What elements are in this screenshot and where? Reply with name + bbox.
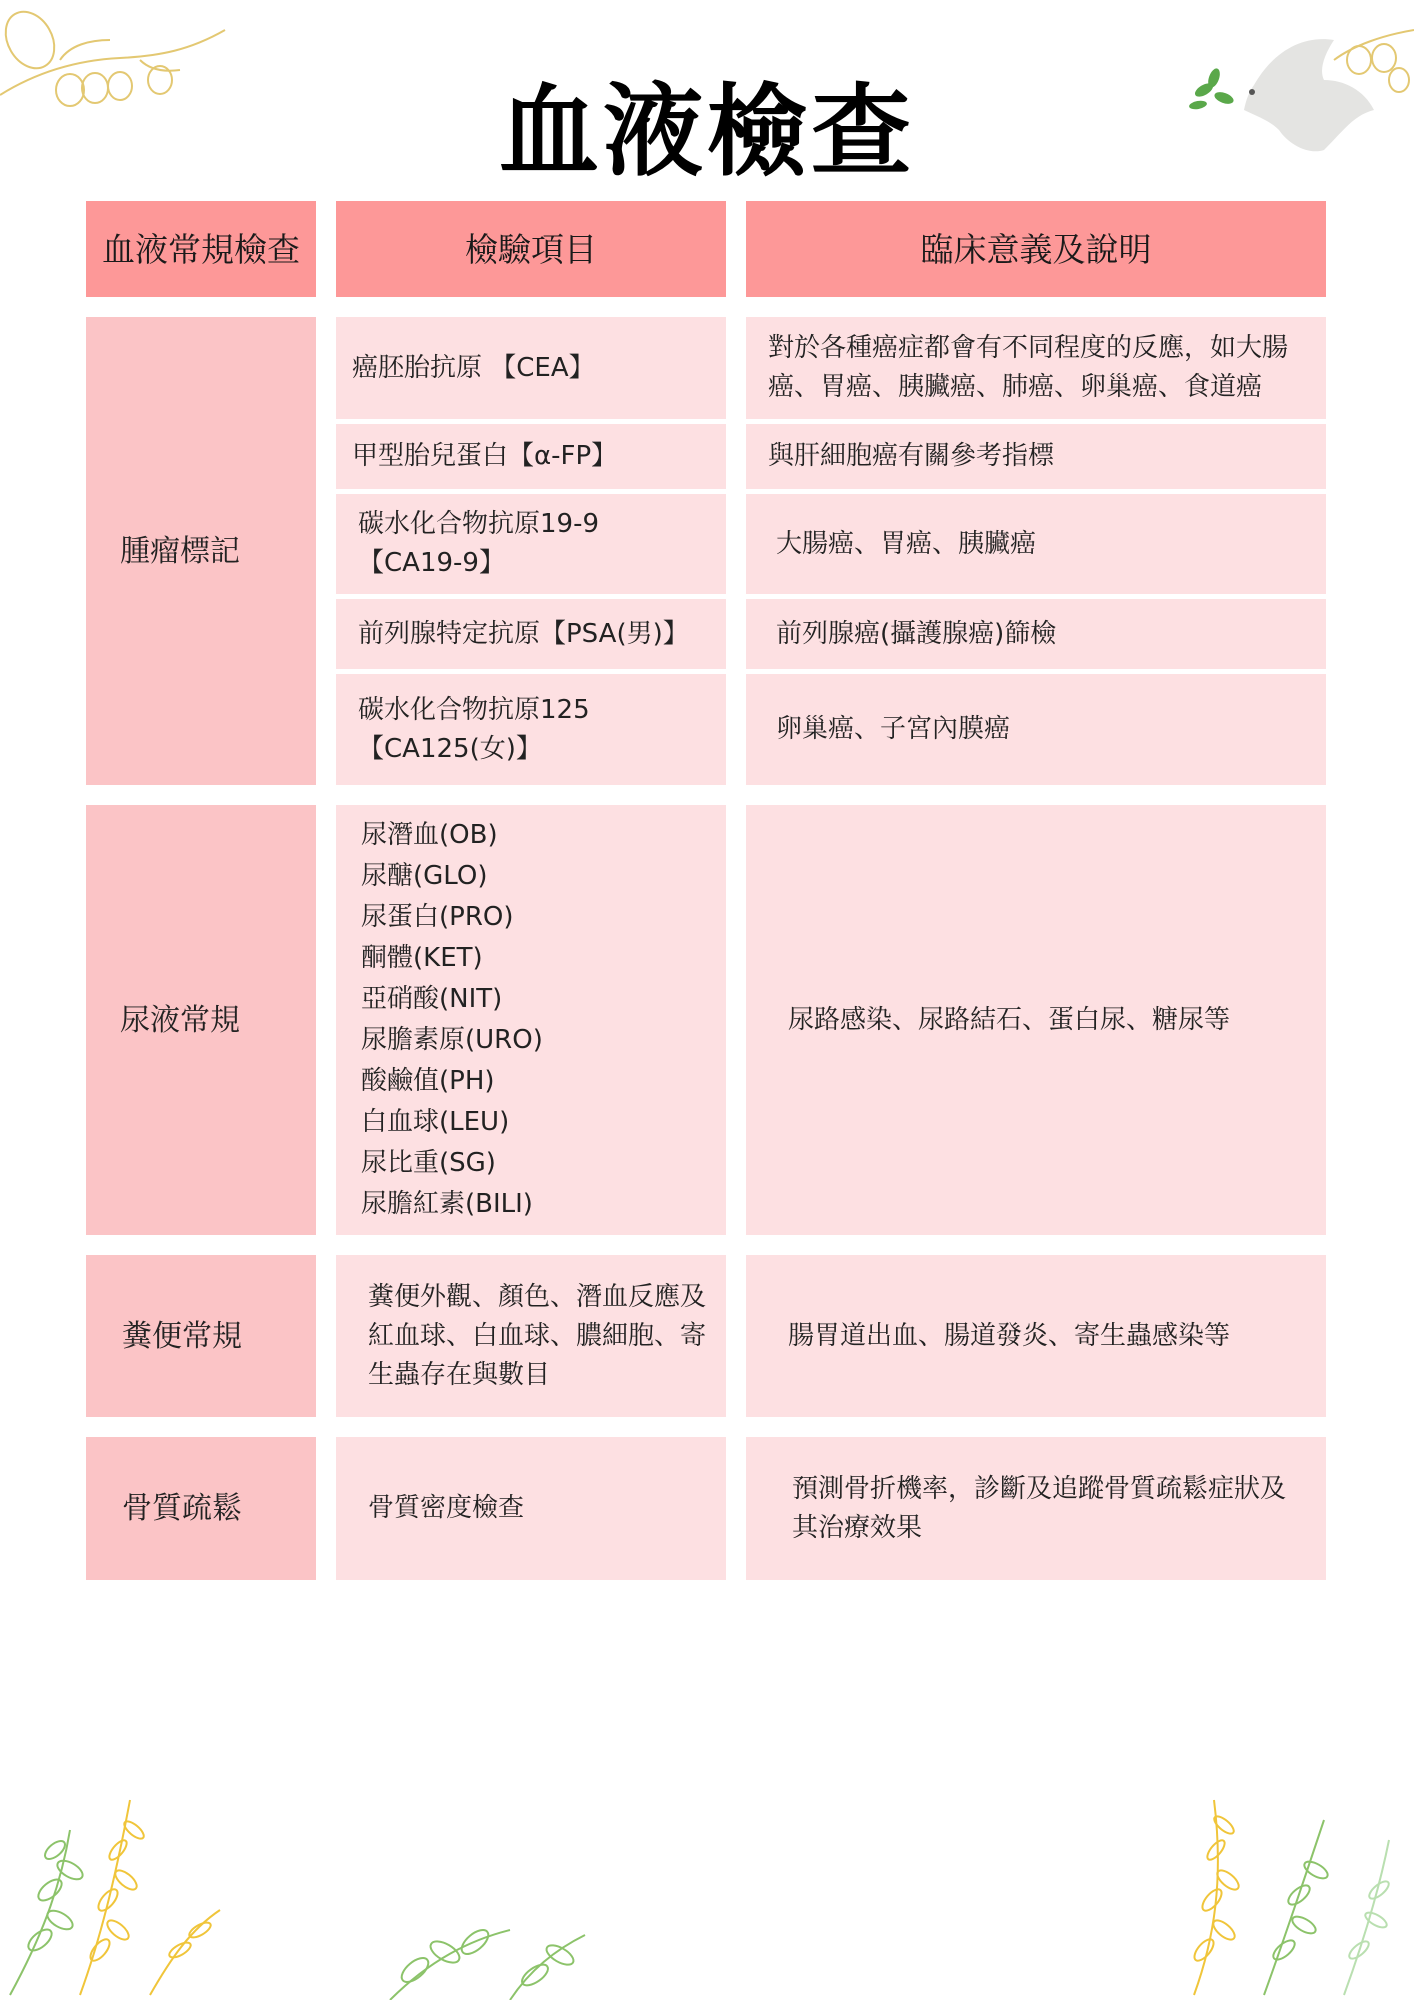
list-item: 尿膽紅素(BILI): [361, 1189, 533, 1219]
category-tumor-markers: 腫瘤標記: [86, 317, 316, 785]
list-item: 尿膽素原(URO): [361, 1025, 543, 1055]
list-item: 尿潛血(OB): [361, 820, 498, 850]
clinical-desc-urine: 尿路感染、尿路結石、蛋白尿、糖尿等: [746, 805, 1326, 1235]
list-item: 尿比重(SG): [361, 1148, 496, 1178]
clinical-desc-afp: 與肝細胞癌有關參考指標: [746, 424, 1326, 489]
clinical-desc-psa: 前列腺癌(攝護腺癌)篩檢: [746, 599, 1326, 669]
list-item: 尿蛋白(PRO): [361, 902, 514, 932]
test-item-psa: 前列腺特定抗原【PSA(男)】: [336, 599, 726, 669]
fern-icon: [1154, 1740, 1414, 2000]
list-item: 酸鹼值(PH): [361, 1066, 495, 1096]
test-item-bone-density: 骨質密度檢查: [336, 1437, 726, 1580]
list-item: 亞硝酸(NIT): [361, 984, 503, 1014]
test-item-ca19-9: 碳水化合物抗原19-9 【CA19-9】: [336, 494, 726, 594]
category-stool-routine: 糞便常規: [86, 1255, 316, 1417]
test-item-ca125: 碳水化合物抗原125 【CA125(女)】: [336, 674, 726, 785]
clinical-desc-cea: 對於各種癌症都會有不同程度的反應，如大腸 癌、胃癌、胰臟癌、肺癌、卵巢癌、食道癌: [746, 317, 1326, 419]
clinical-desc-stool: 腸胃道出血、腸道發炎、寄生蟲感染等: [746, 1255, 1326, 1417]
header-clinical-meaning: 臨床意義及說明: [746, 201, 1326, 297]
test-item-cea: 癌胚胎抗原 【CEA】: [336, 317, 726, 419]
test-item-urine-list: [336, 805, 726, 1235]
header-category: 血液常規檢查: [86, 201, 316, 297]
test-item-afp: 甲型胎兒蛋白【α-FP】: [336, 424, 726, 489]
clinical-desc-ca19-9: 大腸癌、胃癌、胰臟癌: [746, 494, 1326, 594]
clinical-desc-ca125: 卵巢癌、子宮內膜癌: [746, 674, 1326, 785]
clinical-desc-bone: 預測骨折機率，診斷及追蹤骨質疏鬆症狀及 其治療效果: [746, 1437, 1326, 1580]
header-test-items: 檢驗項目: [336, 201, 726, 297]
category-urine-routine: 尿液常規: [86, 805, 316, 1235]
list-item: 白血球(LEU): [361, 1107, 510, 1137]
page-title: 血液檢查: [499, 73, 915, 190]
category-osteoporosis: 骨質疏鬆: [86, 1437, 316, 1580]
list-item: 酮體(KET): [361, 943, 483, 973]
test-item-stool: 糞便外觀、顏色、潛血反應及 紅血球、白血球、膿細胞、寄 生蟲存在與數目: [336, 1255, 726, 1417]
fern-icon: [0, 1740, 260, 2000]
list-item: 尿醣(GLO): [361, 861, 488, 891]
leaf-sprig-icon: [370, 1890, 610, 2000]
